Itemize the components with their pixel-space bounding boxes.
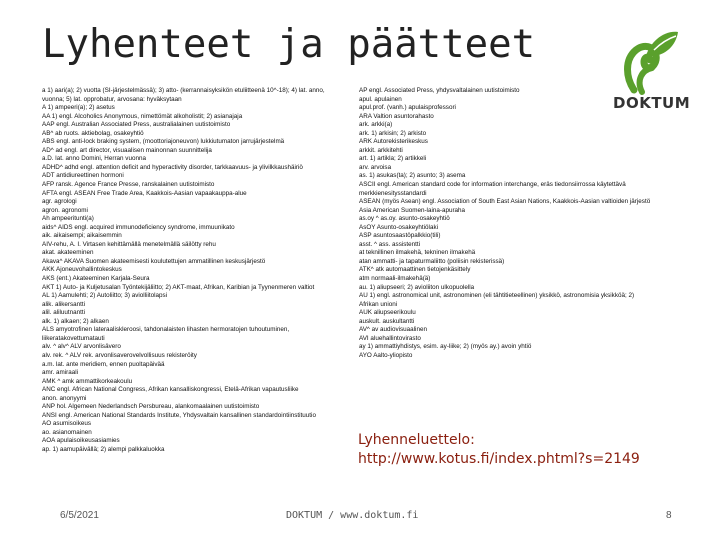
list-item: AU 1) engl. astronomical unit, astronominen (eli tähtitieteellinen) yksikkö, astronomisia yksikköä; 2) (359, 292, 635, 300)
list-item: Afrikan unioni (359, 300, 398, 308)
list-item: merkkienesitysstandardi (359, 189, 427, 197)
list-item: AP engl. Associated Press, yhdysvaltalainen uutistoimisto (359, 87, 520, 94)
list-item: ADT antidiureettinen hormoni (42, 172, 124, 180)
list-item: AKK Ajoneuvohallintokeskus (42, 266, 122, 274)
list-item: Ah ampeeritunti(a) (42, 215, 94, 223)
list-item: ADHD^ adhd engl. attention deficit and hyperactivity disorder, tarkkaavuus- ja ylivilkkaushäiriö (42, 163, 303, 171)
list-item: ark. arkki(a) (359, 121, 393, 129)
page-number: 8 (666, 510, 672, 521)
note-label: Lyhenneluettelo: (358, 432, 475, 448)
list-item: ap. 1) aamupäivällä; 2) alempi palkkaluokka (42, 445, 165, 453)
list-item: AFTA engl. ASEAN Free Trade Area, Kaakkois-Aasian vapaakauppa-alue (42, 189, 247, 197)
list-item: A 1) ampeeri(a); 2) asetus (42, 104, 115, 112)
list-item: ARK Autorekisterikeskus (359, 138, 428, 146)
list-item: AIV-rehu, A. I. Virtasen kehittämällä menetelmällä säilötty rehu (42, 240, 216, 248)
list-item: AA 1) engl. Alcoholics Anonymous, nimettömät alkoholistit; 2) asianajaja (42, 112, 243, 120)
list-item: atm normaali-ilmakehä(ä) (359, 275, 431, 283)
list-item: amr. amiraali (42, 369, 79, 377)
list-item: AFP ransk. Agence France Presse, ranskalainen uutistoimisto (42, 181, 215, 189)
list-item: AB^ ab ruots. aktiebolag, osakeyhtiö (42, 129, 144, 137)
list-item: agron. agronomi (42, 206, 88, 214)
list-item: ao. asianomainen (42, 428, 92, 436)
list-item: auskult. auskultantti (359, 317, 415, 325)
list-item: ANSI engl. American National Standards Institute, Yhdysvaltain kansallinen standardointiinstituutio (42, 411, 316, 419)
logo-text: DOKTUM (613, 94, 691, 112)
list-item: arv. arvoisa (359, 163, 392, 171)
list-item: alv. ^ alv^ ALV arvonlisävero (42, 343, 121, 351)
list-item: ay 1) ammattiyhdistys, esim. ay-liike; 2) (myös ay.) avoin yhtiö (359, 343, 532, 351)
list-item: ark. 1) arkisin; 2) arkisto (359, 129, 427, 137)
list-item: ASCII engl. American standard code for information interchange, eräs tiedonsiirrossa käytettävä (359, 181, 626, 189)
list-item: AKS (ent.) Akateeminen Karjala-Seura (42, 275, 150, 283)
list-item: as. 1) asukas(ta); 2) asunto; 3) asema (359, 172, 466, 180)
abbreviation-list-right (359, 87, 651, 361)
note-url-link[interactable]: http://www.kotus.fi/index.phtml?s=2149 (358, 451, 640, 467)
abbreviation-list-left (42, 87, 342, 455)
list-item: AL 1) Aamulehti; 2) Autoliitto; 3) aviolliitolapsi (42, 292, 168, 300)
list-item: ATK^ atk automaattinen tietojenkäsittely (359, 266, 471, 274)
list-item: ALS amyotrofinen lateraaliskleroosi, tahdonalaisten lihasten hermoratojen tuhoutuminen, (42, 326, 290, 334)
list-item: ASP asuntosaastöpalkkio(tili) (359, 232, 441, 240)
source-note (358, 431, 640, 469)
list-item: alv. rek. ^ ALV rek. arvonlisaverovelvollisuus rekisteröity (42, 351, 197, 359)
list-item: anon. anonyymi (42, 394, 87, 402)
list-item: AD^ ad engl. art director, visuaalisen mainonnan suunnittelija (42, 146, 212, 154)
list-item: au. 1) aliupseeri; 2) avioliiton ulkopuolella (359, 283, 475, 291)
list-item: AOA apulaisoikeusasiamies (42, 437, 120, 445)
list-item: alk. 1) alkaen; 2) alkaen (42, 317, 109, 325)
list-item: art. 1) artikla; 2) artikkeli (359, 155, 427, 163)
list-item: a.D. lat. anno Domini, Herran vuonna (42, 155, 146, 163)
list-item: agr. agrologi (42, 198, 77, 206)
list-item: AsOY Asunto-osakeyhtiölaki (359, 223, 438, 231)
list-item: akat. akateeminen (42, 249, 94, 257)
footer-date: 6/5/2021 (60, 510, 99, 521)
list-item: aids^ AIDS engl. acquired immunodeficiency syndrome, immuunikato (42, 223, 235, 231)
list-item: at teknillinen ilmakehä, tekninen ilmakehä (359, 249, 476, 257)
list-item: alil. aliluutnantti (42, 309, 86, 317)
list-item: aik. aikaisempi; aikaisemmin (42, 232, 122, 240)
list-item: AV^ av audiovisuaalinen (359, 326, 427, 334)
list-item: liikeratakovettumatauti (42, 334, 105, 342)
footer-site: DOKTUM / www.doktum.fi (286, 510, 419, 521)
list-item: ARA Valtion asuntorahasto (359, 112, 434, 120)
list-item: apul. apulainen (359, 95, 402, 103)
list-item: as.oy ^ as.oy. asunto-osakeyhtiö (359, 215, 450, 223)
list-item: arkkit. arkkitehti (359, 146, 403, 154)
list-item: a 1) aari(a); 2) vuotta (SI-järjestelmässä); 3) atto- (kerrannaisyksikön etuliitteenä 10^-18); 4) lat. anno, (42, 87, 325, 94)
slide-title: Lyhenteet ja päätteet (42, 22, 536, 67)
list-item: Akava^ AKAVA Suomen akateemisesti koulutettujen ammatillinen keskusjärjestö (42, 257, 266, 265)
list-item: AYO Aalto-yliopisto (359, 351, 413, 359)
list-item: a.m. lat. ante meridiem, ennen puoltapäivää (42, 360, 165, 368)
list-item: AKT 1) Auto- ja Kuljetusalan Työntekijäliitto; 2) AKT-maat, Afrikan, Karibian ja Tyynenmeren valtiot (42, 283, 315, 291)
list-item: AO asumisoikeus (42, 420, 91, 428)
list-item: ABS engl. anti-lock braking system, (moottoriajoneuvon) lukkiutumaton jarrujärjestelmä (42, 138, 285, 146)
list-item: AUK aliupseerikoulu (359, 309, 416, 317)
list-item: asst. ^ ass. assistentti (359, 240, 421, 248)
list-item: ANP hol. Algemeen Nederlandsch Persbureau, alankomaalainen uutistoimisto (42, 403, 260, 411)
list-item: AAP engl. Australian Associated Press, australialainen uutistoimisto (42, 121, 231, 129)
list-item: alik. alikersantti (42, 300, 86, 308)
list-item: AMK ^ amk ammattikorkeakoulu (42, 377, 133, 385)
list-item: apul.prof. (vanh.) apulaisprofessori (359, 104, 456, 112)
list-item: ANC engl. African National Congress, Afrikan kansalliskongressi, Etelä-Afrikan vapautusliike (42, 386, 299, 394)
list-item: vuonna; 5) lat. opprobatur, arvosana: hyväksytaan (42, 95, 182, 103)
list-item: ASEAN (myös Asean) engl. Association of South East Asian Nations, Kaakkois-Aasian valtioiden järjestö (359, 198, 651, 206)
list-item: atan ammatti- ja tapaturmaliitto (poliisin rekisterissä) (359, 257, 505, 265)
list-item: Asia American Suomen-laina-apuraha (359, 206, 466, 214)
list-item: AVI aluehallintovirasto (359, 334, 421, 342)
